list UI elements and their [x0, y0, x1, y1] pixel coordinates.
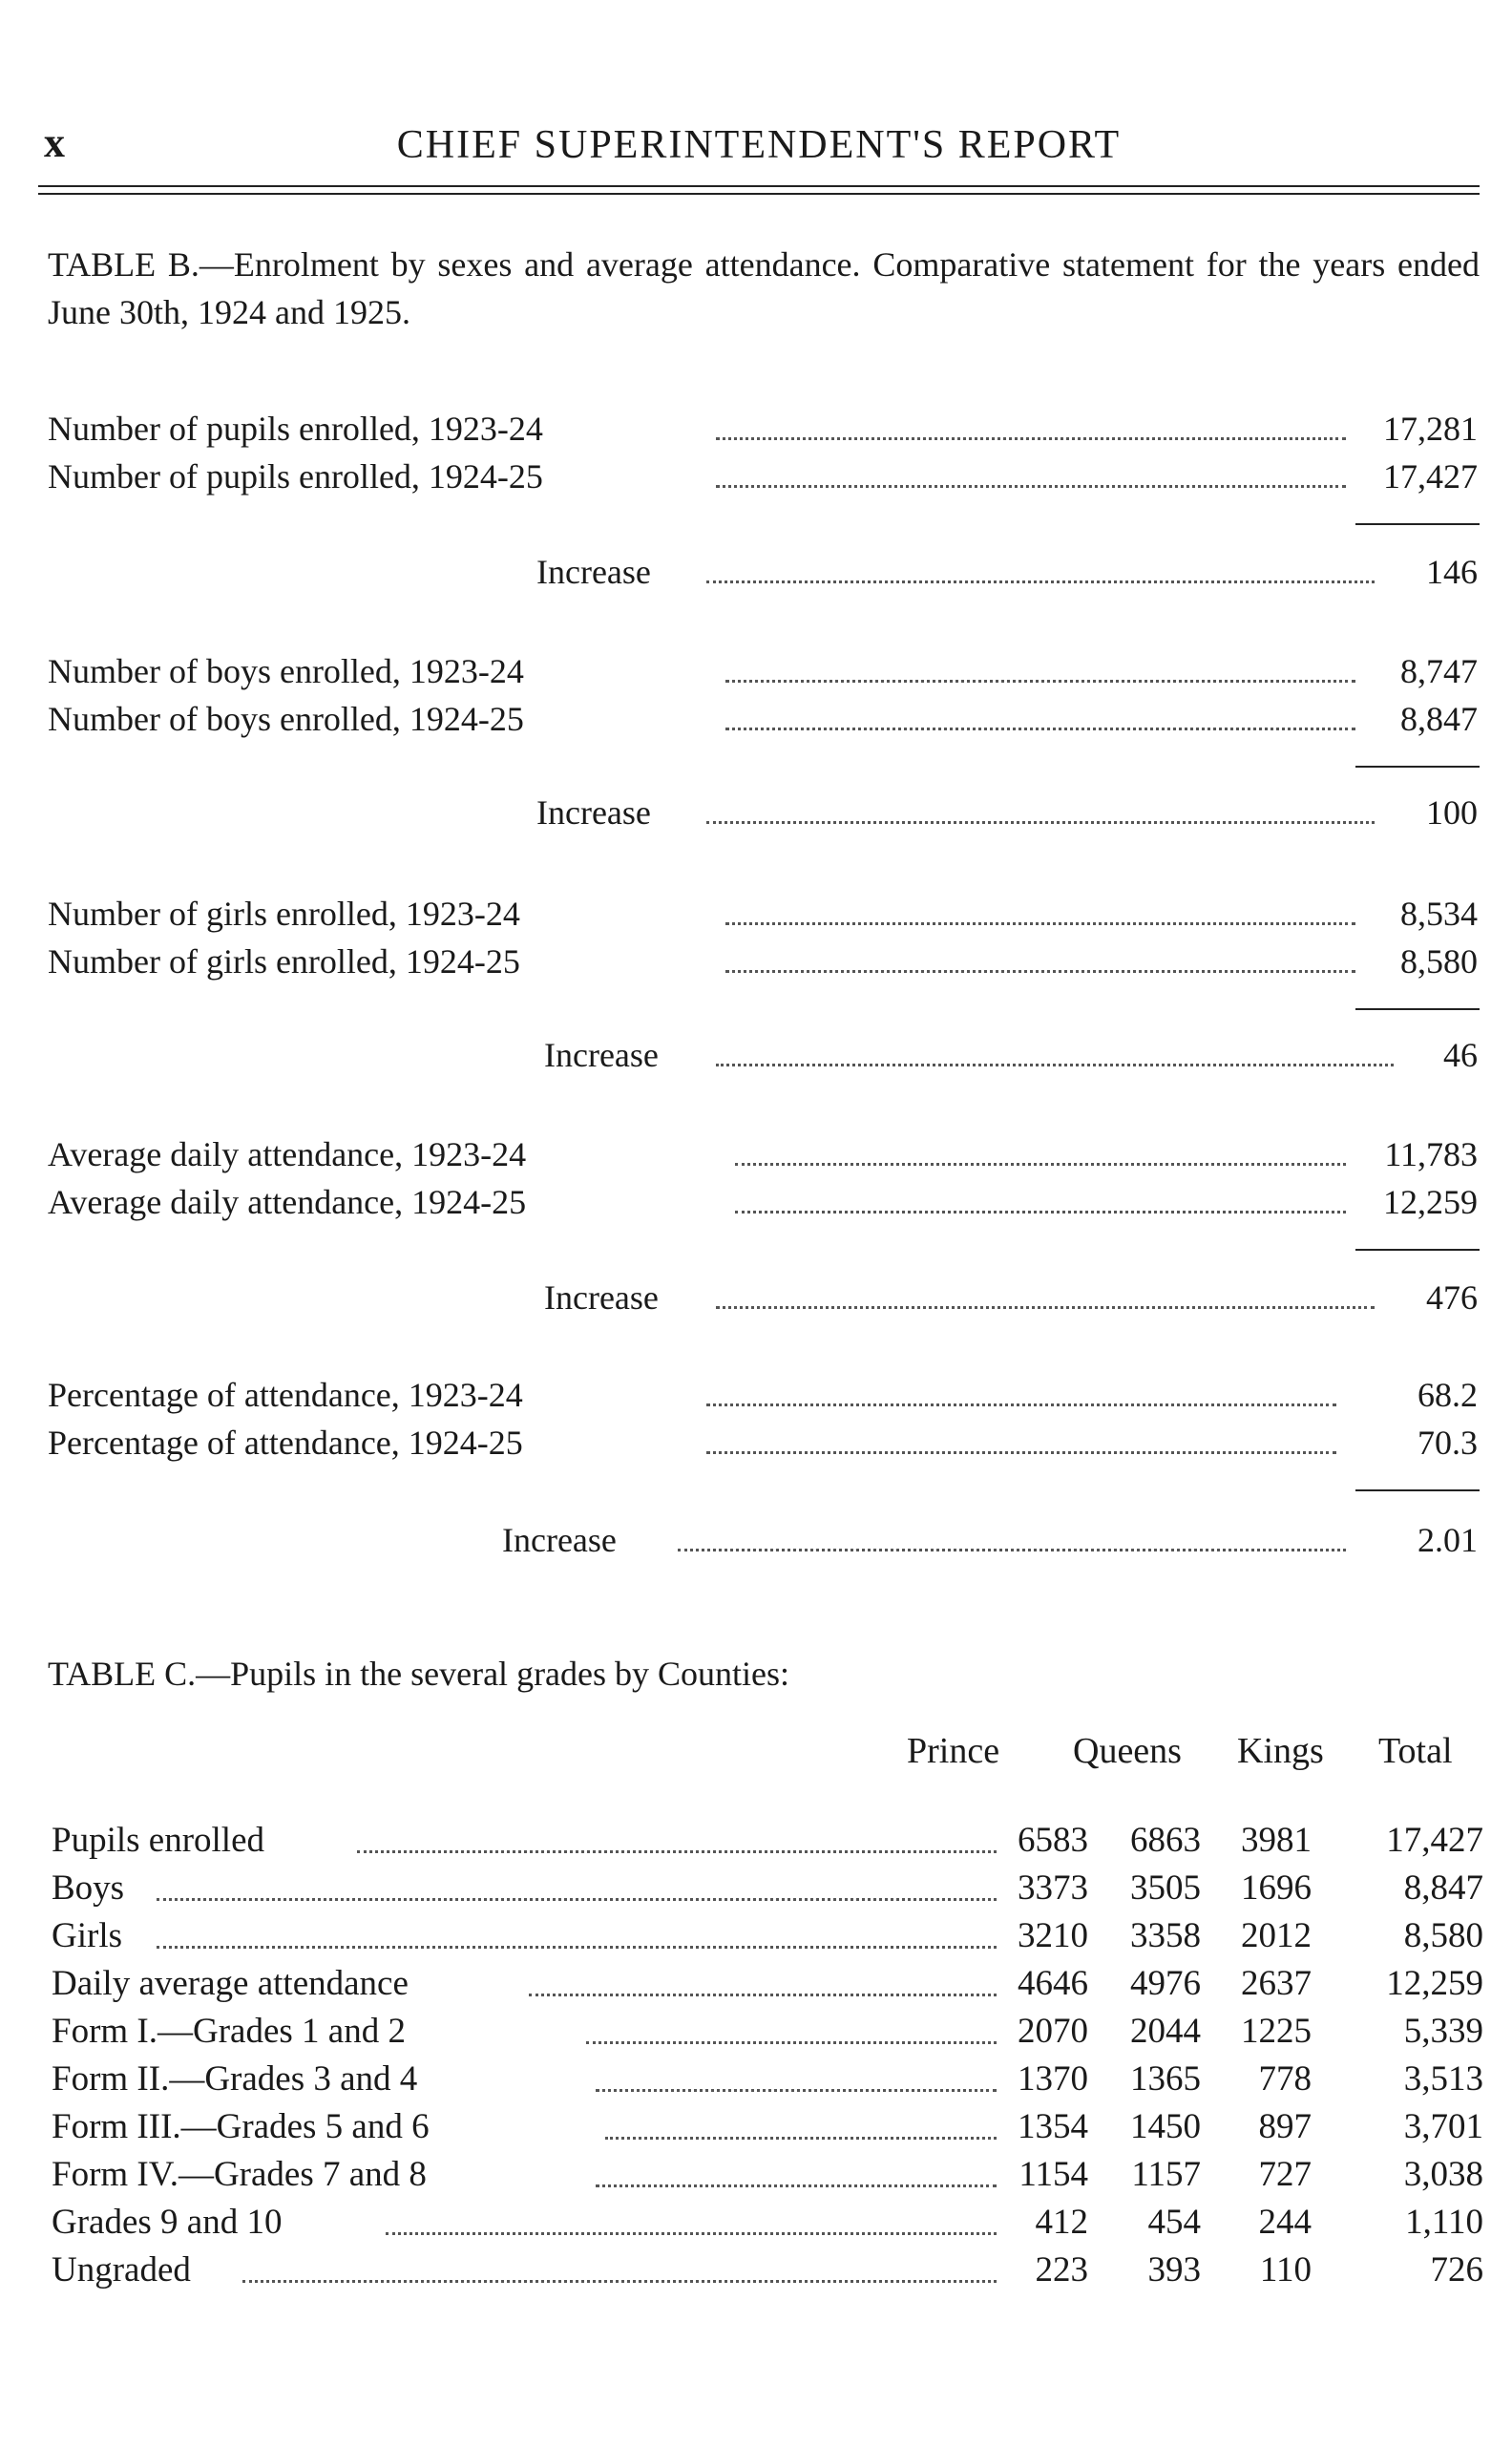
dot-leader [586, 2041, 997, 2044]
row-label: Form II.—Grades 3 and 4 [52, 2058, 427, 2100]
sum-rule [1355, 1249, 1480, 1251]
cell-total: 8,847 [1396, 1868, 1483, 1909]
table-b-row [48, 894, 1480, 939]
dot-leader [725, 680, 1355, 683]
row-label: Ungraded [52, 2249, 200, 2290]
row-label: Number of boys enrolled, 1924-25 [48, 699, 534, 739]
table-b-row [48, 1134, 1480, 1180]
cell-total: 17,427 [1378, 1820, 1483, 1861]
row-label: Number of girls enrolled, 1923-24 [48, 894, 530, 934]
table-c-row [52, 1915, 1483, 1963]
table-c-row [52, 2106, 1483, 2154]
dot-leader [596, 2184, 997, 2187]
dot-leader [596, 2089, 997, 2092]
row-label: Form III.—Grades 5 and 6 [52, 2106, 439, 2147]
table-c-row [52, 2011, 1483, 2058]
cell-prince: 1154 [1011, 2154, 1088, 2195]
dot-leader [706, 1403, 1336, 1406]
cell-queens: 2044 [1123, 2011, 1201, 2052]
row-label: Average daily attendance, 1924-25 [48, 1182, 536, 1222]
table-c-row [52, 1820, 1483, 1868]
row-value: 8,580 [1393, 941, 1478, 981]
cell-total: 3,513 [1396, 2058, 1483, 2100]
cell-queens: 6863 [1123, 1820, 1201, 1861]
increase-label: Increase [544, 1277, 668, 1318]
cell-kings: 1225 [1233, 2011, 1312, 2052]
row-label: Percentage of attendance, 1923-24 [48, 1375, 533, 1415]
dot-leader [725, 970, 1355, 973]
table-b-row [48, 1375, 1480, 1421]
cell-prince: 223 [1028, 2249, 1089, 2290]
increase-value: 46 [1436, 1035, 1478, 1075]
cell-total: 8,580 [1396, 1915, 1483, 1956]
increase-value: 100 [1418, 792, 1478, 833]
increase-value: 476 [1418, 1277, 1478, 1318]
table-c-row [52, 1868, 1483, 1915]
row-label: Number of boys enrolled, 1923-24 [48, 651, 534, 691]
table-b-row [48, 1423, 1480, 1468]
cell-kings: 110 [1252, 2249, 1312, 2290]
cell-queens: 454 [1141, 2202, 1202, 2243]
cell-prince: 4646 [1010, 1963, 1088, 2004]
row-label: Pupils enrolled [52, 1820, 274, 1861]
increase-label: Increase [544, 1035, 668, 1075]
table-c-row [52, 2058, 1483, 2106]
increase-label: Increase [502, 1520, 626, 1560]
cell-prince: 1370 [1010, 2058, 1088, 2100]
dot-leader [716, 1306, 1375, 1309]
cell-prince: 3210 [1010, 1915, 1088, 1956]
cell-kings: 727 [1251, 2154, 1312, 2195]
dot-leader [529, 1994, 997, 1996]
dot-leader [386, 2232, 997, 2235]
sum-rule [1355, 766, 1480, 768]
increase-value: 2.01 [1410, 1520, 1478, 1560]
row-label: Daily average attendance [52, 1963, 418, 2004]
row-value: 8,534 [1393, 894, 1478, 934]
row-label: Number of girls enrolled, 1924-25 [48, 941, 530, 981]
dot-leader [706, 821, 1375, 824]
row-value: 11,783 [1376, 1134, 1478, 1174]
row-value: 70.3 [1410, 1423, 1478, 1463]
cell-total: 1,110 [1397, 2202, 1483, 2243]
running-title: CHIEF SUPERINTENDENT'S REPORT [396, 123, 1122, 167]
row-label: Grades 9 and 10 [52, 2202, 291, 2243]
table-c-caption: TABLE C.—Pupils in the several grades by Counties: [48, 1655, 790, 1693]
row-value: 12,259 [1376, 1182, 1478, 1222]
increase-value: 146 [1418, 552, 1478, 592]
row-value: 68.2 [1410, 1375, 1478, 1415]
column-header: Prince [907, 1731, 1000, 1771]
row-label: Form IV.—Grades 7 and 8 [52, 2154, 436, 2195]
dot-leader [157, 1946, 997, 1949]
dot-leader [157, 1898, 997, 1901]
table-b-row [48, 1182, 1480, 1228]
row-label: Form I.—Grades 1 and 2 [52, 2011, 415, 2052]
cell-prince: 1354 [1010, 2106, 1088, 2147]
header-rule [38, 185, 1480, 187]
dot-leader [725, 728, 1355, 730]
increase-row [48, 552, 1480, 598]
table-c-row [52, 2202, 1483, 2249]
row-label: Number of pupils enrolled, 1923-24 [48, 409, 553, 449]
increase-row [48, 792, 1480, 838]
dot-leader [706, 580, 1375, 583]
cell-queens: 1157 [1124, 2154, 1201, 2195]
row-value: 8,747 [1393, 651, 1478, 691]
dot-leader [706, 1451, 1336, 1454]
row-label: Number of pupils enrolled, 1924-25 [48, 456, 553, 496]
table-b-row [48, 456, 1480, 502]
table-c-row [52, 2249, 1483, 2297]
dot-leader [735, 1211, 1346, 1213]
cell-queens: 1365 [1123, 2058, 1201, 2100]
table-b-row [48, 651, 1480, 697]
cell-queens: 3358 [1123, 1915, 1201, 1956]
cell-total: 3,038 [1396, 2154, 1483, 2195]
dot-leader [716, 485, 1346, 488]
column-header: Queens [1073, 1731, 1182, 1771]
row-label: Girls [52, 1915, 132, 1956]
dot-leader [605, 2137, 997, 2140]
cell-queens: 3505 [1123, 1868, 1201, 1909]
increase-row [48, 1520, 1480, 1566]
increase-row [48, 1277, 1480, 1323]
row-value: 8,847 [1393, 699, 1478, 739]
cell-queens: 393 [1141, 2249, 1202, 2290]
increase-row [48, 1035, 1480, 1081]
increase-label: Increase [536, 792, 661, 833]
page-header [38, 113, 1480, 170]
row-value: 17,427 [1376, 456, 1478, 496]
sum-rule [1355, 1489, 1480, 1491]
dot-leader [716, 1064, 1394, 1066]
cell-total: 3,701 [1396, 2106, 1483, 2147]
cell-total: 5,339 [1396, 2011, 1483, 2052]
table-c-row [52, 2154, 1483, 2202]
cell-prince: 2070 [1010, 2011, 1088, 2052]
cell-queens: 1450 [1123, 2106, 1201, 2147]
header-rule-lower [38, 193, 1480, 195]
column-header: Kings [1237, 1731, 1324, 1771]
cell-kings: 1696 [1233, 1868, 1312, 1909]
table-b-caption: TABLE B.—Enrolment by sexes and average attendance. Comparative statement for the years ended June 30th, 1924 and 1925. [48, 245, 1480, 331]
cell-kings: 2637 [1233, 1963, 1312, 2004]
cell-prince: 412 [1028, 2202, 1089, 2243]
cell-kings: 3981 [1233, 1820, 1312, 1861]
table-b-row [48, 409, 1480, 454]
page-number: x [44, 119, 65, 166]
cell-total: 726 [1423, 2249, 1484, 2290]
row-label: Boys [52, 1868, 134, 1909]
increase-label: Increase [536, 552, 661, 592]
dot-leader [735, 1163, 1346, 1166]
cell-total: 12,259 [1378, 1963, 1483, 2004]
cell-prince: 6583 [1010, 1820, 1088, 1861]
table-c-row [52, 1963, 1483, 2011]
sum-rule [1355, 1008, 1480, 1010]
cell-kings: 897 [1251, 2106, 1312, 2147]
table-b-row [48, 941, 1480, 987]
row-label: Percentage of attendance, 1924-25 [48, 1423, 533, 1463]
dot-leader [678, 1549, 1346, 1551]
dot-leader [242, 2280, 997, 2283]
sum-rule [1355, 523, 1480, 525]
cell-queens: 4976 [1123, 1963, 1201, 2004]
row-label: Average daily attendance, 1923-24 [48, 1134, 536, 1174]
cell-kings: 244 [1251, 2202, 1312, 2243]
column-header: Total [1378, 1731, 1453, 1771]
cell-prince: 3373 [1010, 1868, 1088, 1909]
table-b-row [48, 699, 1480, 745]
cell-kings: 2012 [1233, 1915, 1312, 1956]
dot-leader [725, 922, 1355, 925]
dot-leader [357, 1850, 997, 1853]
row-value: 17,281 [1376, 409, 1478, 449]
cell-kings: 778 [1251, 2058, 1312, 2100]
dot-leader [716, 437, 1346, 440]
